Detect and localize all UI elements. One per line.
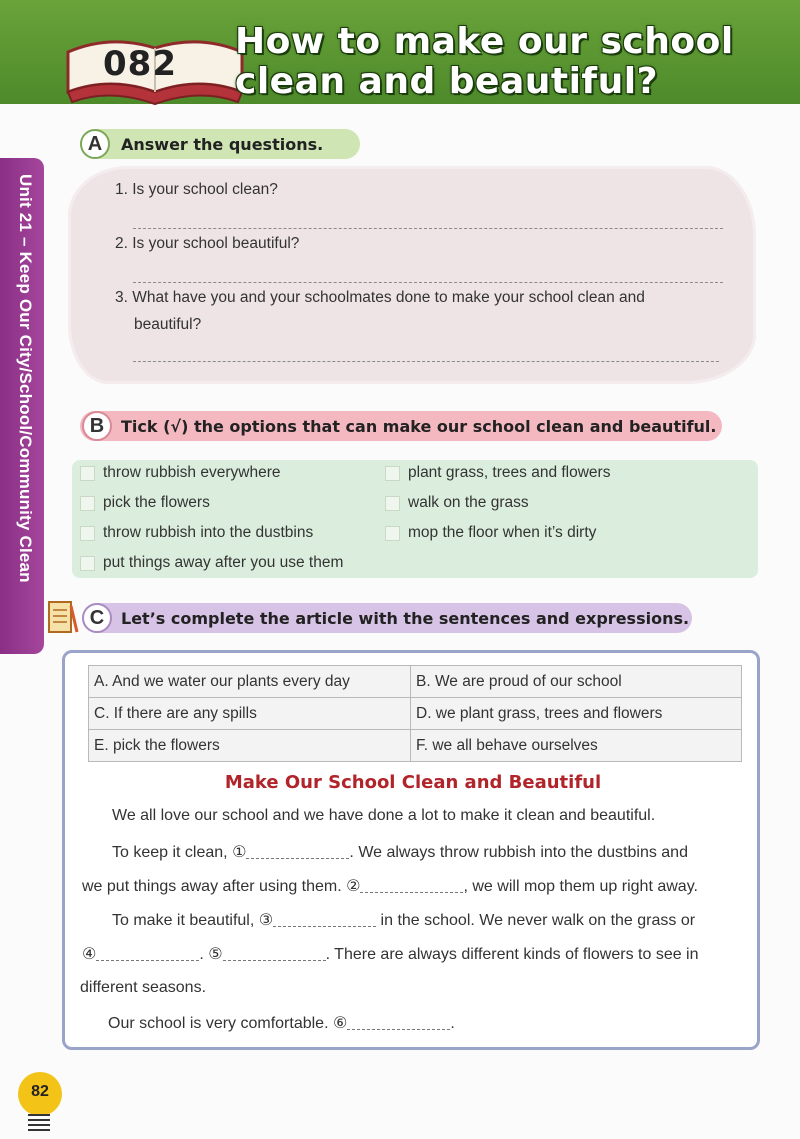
answer-line-1[interactable] — [133, 228, 723, 229]
section-b-letter: B — [82, 411, 112, 441]
option-checkbox[interactable] — [80, 496, 95, 511]
page-number: 82 — [31, 1083, 49, 1100]
article-line-5 — [82, 944, 699, 964]
lesson-number: 082 — [103, 44, 177, 84]
answer-line-3[interactable] — [133, 361, 719, 362]
option-label: pick the flowers — [103, 494, 210, 511]
blank-2[interactable] — [360, 877, 463, 893]
article-text: . — [450, 1015, 455, 1032]
article-text: . ⑤ — [199, 946, 223, 963]
question-2: 2. Is your school beautiful? — [115, 235, 300, 252]
option-checkbox[interactable] — [385, 466, 400, 481]
option-label: walk on the grass — [408, 494, 529, 511]
option-walk-on-the-grass[interactable] — [385, 494, 529, 512]
option-checkbox[interactable] — [385, 526, 400, 541]
page-title-line-2: clean and beautiful? — [235, 61, 658, 102]
blank-3[interactable] — [273, 911, 376, 927]
article-text: To make it beautiful, ③ — [112, 912, 274, 929]
table-row — [89, 666, 742, 698]
option-checkbox[interactable] — [80, 466, 95, 481]
option-pick-the-flowers[interactable] — [80, 494, 210, 512]
option-label: put things away after you use them — [103, 554, 344, 571]
blank-5[interactable] — [223, 945, 326, 961]
article-text: we put things away after using them. ② — [82, 878, 361, 895]
table-row — [89, 730, 742, 762]
option-plant-grass-trees-flowers[interactable] — [385, 464, 610, 482]
table-cell: A. And we water our plants every day — [89, 666, 411, 698]
option-label: plant grass, trees and flowers — [408, 464, 611, 481]
notepad-pencil-icon — [47, 598, 81, 638]
table-cell: B. We are proud of our school — [411, 666, 742, 698]
question-3: 3. What have you and your schoolmates done to make your school clean and — [115, 289, 645, 306]
table-row — [89, 698, 742, 730]
section-b-instruction: Tick (√) the options that can make our school clean and beautiful. — [121, 417, 717, 436]
article-text: ④ — [82, 946, 97, 963]
article-line-6: different seasons. — [80, 979, 207, 996]
option-mop-the-floor[interactable] — [385, 524, 596, 542]
article-line-2 — [112, 842, 688, 862]
table-cell: C. If there are any spills — [89, 698, 411, 730]
article-text: To keep it clean, ① — [112, 844, 247, 861]
section-a-letter: A — [80, 129, 110, 159]
article-text: Our school is very comfortable. ⑥ — [108, 1015, 348, 1032]
article-line-4 — [112, 910, 695, 930]
answer-line-2[interactable] — [133, 282, 723, 283]
blank-1[interactable] — [246, 843, 349, 859]
table-cell: E. pick the flowers — [89, 730, 411, 762]
section-a-instruction: Answer the questions. — [121, 135, 324, 154]
article-title: Make Our School Clean and Beautiful — [224, 772, 602, 793]
article-line-3 — [82, 876, 698, 896]
table-cell: F. we all behave ourselves — [411, 730, 742, 762]
option-label: throw rubbish into the dustbins — [103, 524, 314, 541]
section-c-letter: C — [82, 603, 112, 633]
option-label: mop the floor when it’s dirty — [408, 524, 597, 541]
option-label: throw rubbish everywhere — [103, 464, 281, 481]
page-title-line-1: How to make our school — [235, 21, 734, 62]
question-1: 1. Is your school clean? — [115, 181, 278, 198]
article-line-7 — [108, 1013, 455, 1033]
option-checkbox[interactable] — [385, 496, 400, 511]
sentence-options-table — [88, 665, 742, 762]
blank-6[interactable] — [347, 1014, 450, 1030]
page-title — [235, 22, 795, 102]
lightbulb-base-icon — [28, 1114, 50, 1132]
article-text: , we will mop them up right away. — [463, 878, 698, 895]
section-c-instruction: Let’s complete the article with the sentences and expressions. — [121, 609, 690, 628]
article-text: . There are always different kinds of flowers to see in — [325, 946, 699, 963]
option-checkbox[interactable] — [80, 556, 95, 571]
unit-side-tab-label: Unit 21 – Keep Our City/School/Community Clean — [16, 174, 35, 583]
table-cell: D. we plant grass, trees and flowers — [411, 698, 742, 730]
option-throw-rubbish-everywhere[interactable] — [80, 464, 280, 482]
option-put-things-away[interactable] — [80, 554, 343, 572]
question-3-continued: beautiful? — [134, 316, 202, 333]
option-throw-rubbish-into-dustbins[interactable] — [80, 524, 313, 542]
article-paragraph-1: We all love our school and we have done a lot to make it clean and beautiful. — [112, 807, 656, 824]
article-text: in the school. We never walk on the grass or — [376, 912, 696, 929]
blank-4[interactable] — [96, 945, 199, 961]
article-text: . We always throw rubbish into the dustbins and — [349, 844, 688, 861]
option-checkbox[interactable] — [80, 526, 95, 541]
